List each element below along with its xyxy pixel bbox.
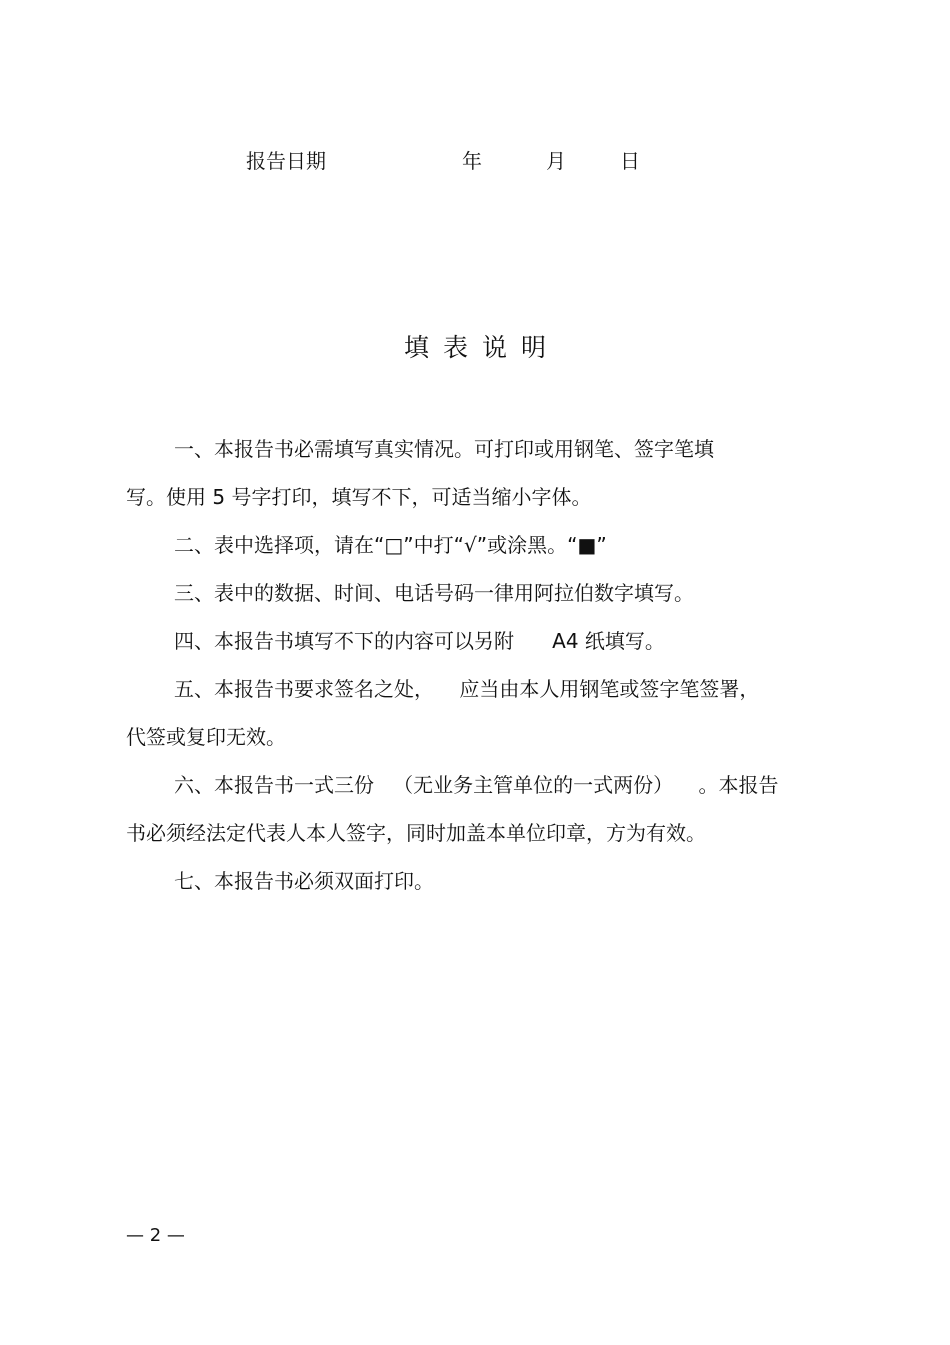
report-date-month: 月 <box>546 149 566 173</box>
report-date-year: 年 <box>462 149 482 173</box>
instructions-list <box>126 425 826 905</box>
instruction-7: 七、本报告书必须双面打印。 <box>174 869 434 893</box>
instruction-5-line-1: 五、本报告书要求签名之处， 应当由本人用钢笔或签字笔签署， <box>174 677 760 701</box>
report-date-day: 日 <box>620 149 640 173</box>
instruction-1-line-1: 一、本报告书必需填写真实情况。可打印或用钢笔、签字笔填 <box>174 437 714 461</box>
instruction-4: 四、本报告书填写不下的内容可以另附 A4 纸填写。 <box>174 629 665 653</box>
instruction-5-line-2: 代签或复印无效。 <box>126 725 286 749</box>
page-number: — 2 — <box>126 1225 185 1246</box>
instruction-2: 二、表中选择项，请在“□”中打“√”或涂黑。“■” <box>174 533 607 557</box>
instruction-6-line-2: 书必须经法定代表人本人签字，同时加盖本单位印章，方为有效。 <box>126 821 706 845</box>
report-date-line <box>0 146 950 176</box>
instruction-3: 三、表中的数据、时间、电话号码一律用阿拉伯数字填写。 <box>174 581 694 605</box>
instruction-6-line-1: 六、本报告书一式三份 （无业务主管单位的一式两份） 。本报告 <box>174 773 779 797</box>
report-date-label: 报告日期 <box>246 149 326 173</box>
section-title: 填表说明 <box>403 333 560 362</box>
instruction-1-line-2: 写。使用 5 号字打印，填写不下，可适当缩小字体。 <box>126 485 592 509</box>
